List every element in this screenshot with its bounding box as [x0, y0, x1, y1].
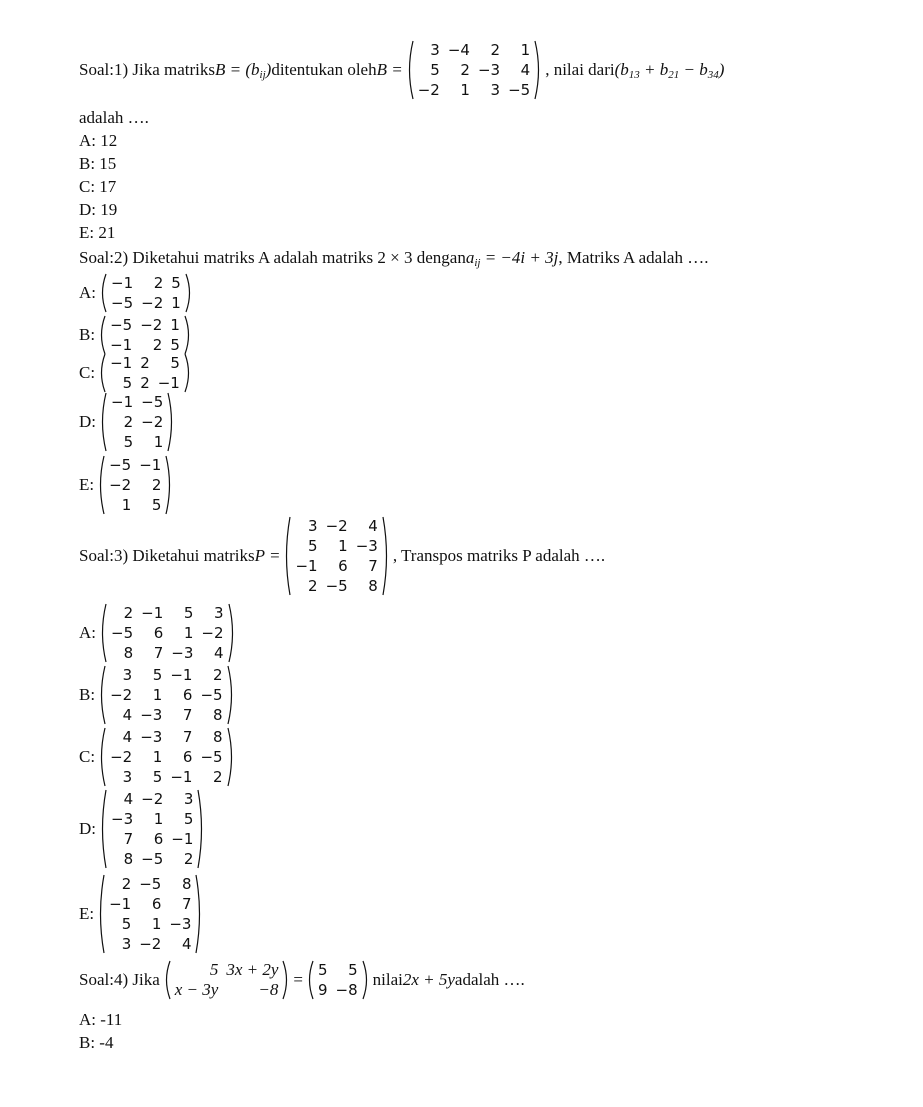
matrix-cell: 5	[348, 961, 358, 979]
matrix-cell: −1	[170, 768, 193, 786]
matrix-cell: 3	[183, 790, 194, 808]
matrix-cell: −3	[477, 61, 501, 79]
matrix-cell: 5	[308, 537, 318, 555]
matrix-cell: 7	[153, 644, 164, 662]
q2-option-e-matrix	[96, 455, 174, 515]
matrix-cell: −2	[201, 624, 224, 642]
matrix-cell: 3	[122, 666, 133, 684]
matrix-cell: 1	[170, 316, 180, 334]
q4-suffix-post: adalah ….	[454, 970, 525, 989]
q4-statement	[79, 960, 525, 1000]
q1-option-d[interactable]: D: 19	[79, 200, 118, 219]
q3-statement	[79, 516, 605, 596]
left-paren	[98, 603, 107, 663]
matrix-cell: 5	[170, 336, 180, 354]
matrix-cell: 5	[152, 768, 163, 786]
q3-option-d-label: D:	[79, 819, 96, 838]
matrix-cell: −5	[200, 748, 223, 766]
q4-rhs-matrix	[305, 960, 371, 1000]
q2-option-d-matrix	[98, 392, 176, 452]
q3-option-b-label: B:	[79, 685, 96, 704]
matrix-cell: 5	[123, 433, 134, 451]
right-paren	[362, 960, 371, 1000]
matrix-cell: 4	[122, 706, 133, 724]
matrix-cell: 6	[182, 686, 193, 704]
left-paren	[97, 315, 106, 355]
matrix-cell: 5	[152, 666, 163, 684]
matrix-cell: 5	[170, 354, 180, 372]
q2-option-d-label: D:	[79, 412, 96, 431]
matrix-cell: 1	[520, 41, 531, 59]
matrix-cell: 5	[122, 374, 133, 392]
q1-matrix	[405, 40, 544, 100]
q3-option-b[interactable]	[79, 665, 238, 725]
matrix-cell: 2	[153, 274, 164, 292]
matrix-cell: 1	[151, 915, 162, 933]
matrix-cell: −3	[140, 706, 163, 724]
matrix-cell: 1	[183, 624, 194, 642]
matrix-cell: 2	[308, 577, 318, 595]
q1-after: , nilai dari	[545, 60, 615, 79]
matrix-cell: 7	[182, 728, 193, 746]
matrix-cell: 6	[182, 748, 193, 766]
matrix-cell: 7	[123, 830, 134, 848]
matrix-cell: 2	[123, 604, 134, 622]
q3-option-d-matrix	[98, 789, 206, 869]
right-paren	[282, 960, 291, 1000]
q3-option-a-matrix	[98, 603, 237, 663]
matrix-cell: 3x + 2y	[226, 960, 279, 979]
q2-option-b-label: B:	[79, 325, 96, 344]
matrix-cell: 2	[121, 875, 132, 893]
matrix-cell: 5	[183, 604, 194, 622]
left-paren	[98, 392, 107, 452]
matrix-cell: 3	[121, 935, 132, 953]
matrix-cell: 5	[430, 61, 440, 79]
matrix-cell: −5	[200, 686, 223, 704]
matrix-cell: −2	[141, 294, 164, 312]
matrix-cell: −1	[141, 604, 164, 622]
q1-mid: ditentukan oleh	[271, 60, 377, 79]
left-paren	[96, 874, 105, 954]
matrix-cell: −1	[110, 336, 133, 354]
q2-statement	[79, 248, 708, 268]
matrix-cell: 8	[123, 644, 134, 662]
right-paren	[165, 455, 174, 515]
matrix-cell: 2	[140, 374, 150, 392]
q3-option-c[interactable]	[79, 727, 238, 787]
left-paren	[305, 960, 314, 1000]
matrix-cell: 4	[213, 644, 224, 662]
matrix-cell: 8	[213, 706, 223, 724]
matrix-cell: 5	[151, 496, 162, 514]
matrix-cell: −1	[295, 557, 318, 575]
q1-option-a[interactable]: A: 12	[79, 131, 118, 150]
q4-lhs-matrix	[162, 960, 292, 1000]
q4-expression: 2x + 5y	[402, 970, 455, 989]
matrix-cell: 8	[181, 875, 192, 893]
q3-prefix: Soal:3) Diketahui matriks	[79, 546, 255, 565]
matrix-cell: 1	[338, 537, 348, 555]
q2-suffix: , Matriks A adalah ….	[558, 248, 709, 267]
q3-option-c-matrix	[97, 727, 236, 787]
matrix-cell: −3	[111, 810, 134, 828]
q1-expression: $(b_{13} + b_{21} - b_{34})$	[614, 60, 725, 81]
matrix-cell: 5	[171, 274, 181, 292]
q3-suffix: , Transpos matriks P adalah ….	[392, 546, 606, 565]
matrix-cell: 5	[209, 960, 219, 979]
matrix-cell: 1	[152, 748, 163, 766]
matrix-cell: −5	[111, 624, 134, 642]
matrix-cell: −5	[325, 577, 348, 595]
matrix-cell: 8	[123, 850, 134, 868]
matrix-cell: 8	[368, 577, 378, 595]
q2-option-b-matrix	[97, 315, 193, 355]
matrix-cell: 2	[123, 413, 134, 431]
matrix-cell: 4	[123, 790, 134, 808]
q3-matrix	[282, 516, 390, 596]
right-paren	[534, 40, 543, 100]
q4-suffix-pre: nilai	[372, 970, 403, 989]
right-paren	[227, 665, 236, 725]
matrix-cell: −1	[171, 830, 194, 848]
matrix-cell: −3	[140, 728, 163, 746]
matrix-cell: 1	[171, 294, 181, 312]
matrix-cell: −5	[508, 81, 531, 99]
matrix-cell: −8	[258, 980, 279, 999]
right-paren	[227, 727, 236, 787]
right-paren	[185, 273, 194, 313]
right-paren	[228, 603, 237, 663]
matrix-cell: 9	[317, 981, 328, 999]
q3-eq-p: P =	[254, 546, 281, 565]
right-paren	[197, 789, 206, 869]
matrix-cell: −1	[111, 393, 134, 411]
matrix-cell: 7	[182, 706, 193, 724]
matrix-cell: 5	[317, 961, 328, 979]
matrix-cell: 7	[181, 895, 192, 913]
q1-statement	[79, 40, 724, 100]
matrix-cell: 3	[122, 768, 133, 786]
q3-option-c-label: C:	[79, 747, 96, 766]
left-paren	[98, 789, 107, 869]
matrix-cell: −1	[139, 456, 162, 474]
matrix-cell: 6	[338, 557, 348, 575]
left-paren	[405, 40, 414, 100]
q1-option-e[interactable]: E: 21	[79, 223, 116, 242]
left-paren	[97, 665, 106, 725]
matrix-cell: 6	[153, 624, 164, 642]
right-paren	[382, 516, 391, 596]
matrix-cell: 3	[490, 81, 501, 99]
q2-option-a[interactable]	[79, 273, 196, 313]
right-paren	[167, 392, 176, 452]
q3-option-a-label: A:	[79, 623, 96, 642]
matrix-cell: −1	[111, 274, 134, 292]
matrix-cell: 2	[140, 354, 150, 372]
matrix-cell: 7	[368, 557, 378, 575]
matrix-cell: −3	[171, 644, 194, 662]
matrix-cell: 4	[122, 728, 133, 746]
left-paren	[97, 727, 106, 787]
q2-option-e-label: E:	[79, 475, 95, 494]
q2-option-d[interactable]	[79, 392, 178, 452]
q2-formula: $a_{ij} = -4i + 3j$	[465, 248, 559, 269]
right-paren	[184, 315, 193, 355]
left-paren	[96, 455, 105, 515]
matrix-cell: −1	[109, 895, 132, 913]
left-paren	[162, 960, 171, 1000]
matrix-cell: −2	[417, 81, 440, 99]
matrix-cell: 2	[152, 336, 163, 354]
matrix-cell: −5	[110, 316, 133, 334]
q2-option-a-label: A:	[79, 283, 96, 302]
left-paren	[97, 353, 106, 393]
q1-def-b: $B = (b_{ij})$	[214, 60, 272, 81]
matrix-cell: −2	[141, 790, 164, 808]
matrix-cell: 8	[213, 728, 223, 746]
matrix-cell: −5	[139, 875, 162, 893]
q2-option-b[interactable]	[79, 315, 195, 355]
q1-option-b[interactable]: B: 15	[79, 154, 117, 173]
matrix-cell: 1	[460, 81, 470, 99]
q3-option-b-matrix	[97, 665, 236, 725]
matrix-cell: −5	[111, 294, 134, 312]
matrix-cell: −1	[110, 354, 133, 372]
left-paren	[282, 516, 291, 596]
q4-equals: =	[293, 970, 303, 989]
q1-option-c[interactable]: C: 17	[79, 177, 117, 196]
matrix-cell: 2	[490, 41, 501, 59]
matrix-cell: −3	[169, 915, 192, 933]
q4-option-b[interactable]: B: -4	[79, 1033, 114, 1052]
matrix-cell: 1	[121, 496, 132, 514]
matrix-cell: 2	[213, 768, 223, 786]
matrix-cell: 6	[151, 895, 162, 913]
matrix-cell: −2	[325, 517, 348, 535]
q2-option-c-label: C:	[79, 363, 96, 382]
matrix-cell: 1	[153, 433, 164, 451]
matrix-cell: 3	[213, 604, 224, 622]
matrix-cell: 4	[368, 517, 378, 535]
matrix-cell: −1	[157, 374, 180, 392]
matrix-cell: 5	[121, 915, 132, 933]
matrix-cell: 5	[183, 810, 194, 828]
matrix-cell: −3	[355, 537, 378, 555]
q2-option-e[interactable]	[79, 455, 176, 515]
left-paren	[98, 273, 107, 313]
q2-option-c[interactable]	[79, 353, 195, 393]
matrix-cell: 1	[153, 810, 164, 828]
right-paren	[195, 874, 204, 954]
matrix-cell: −2	[141, 413, 164, 431]
q2-option-a-matrix	[98, 273, 194, 313]
matrix-cell: x − 3y	[174, 980, 219, 999]
q2-option-c-matrix	[97, 353, 193, 393]
q4-option-a[interactable]: A: -11	[79, 1010, 123, 1029]
right-paren	[184, 353, 193, 393]
matrix-cell: −2	[139, 935, 162, 953]
matrix-cell: 3	[430, 41, 440, 59]
matrix-cell: −2	[140, 316, 163, 334]
q2-prefix: Soal:2) Diketahui matriks A adalah matriks 2 × 3 dengan	[79, 248, 466, 267]
q4-prefix: Soal:4) Jika	[79, 970, 160, 989]
q1-line2: adalah ….	[79, 108, 149, 127]
matrix-cell: 3	[308, 517, 318, 535]
matrix-cell: −2	[110, 686, 133, 704]
q3-option-e-label: E:	[79, 904, 95, 923]
matrix-cell: −1	[170, 666, 193, 684]
matrix-cell: 4	[520, 61, 531, 79]
matrix-cell: −2	[109, 476, 132, 494]
matrix-cell: −4	[447, 41, 470, 59]
matrix-cell: 2	[183, 850, 194, 868]
matrix-cell: 4	[181, 935, 192, 953]
q1-prefix: Soal:1) Jika matriks	[79, 60, 215, 79]
matrix-cell: 2	[213, 666, 223, 684]
matrix-cell: −2	[110, 748, 133, 766]
matrix-cell: 2	[460, 61, 470, 79]
matrix-cell: 6	[153, 830, 164, 848]
q3-option-e-matrix	[96, 874, 204, 954]
q3-option-a[interactable]	[79, 603, 239, 663]
matrix-cell: −5	[141, 850, 164, 868]
matrix-cell: −8	[335, 981, 358, 999]
q1-eq-b: B =	[376, 60, 403, 79]
matrix-cell: 2	[151, 476, 162, 494]
q3-option-d[interactable]	[79, 789, 208, 869]
matrix-cell: −5	[141, 393, 164, 411]
q3-option-e[interactable]	[79, 874, 206, 954]
matrix-cell: −5	[109, 456, 132, 474]
matrix-cell: 1	[152, 686, 163, 704]
